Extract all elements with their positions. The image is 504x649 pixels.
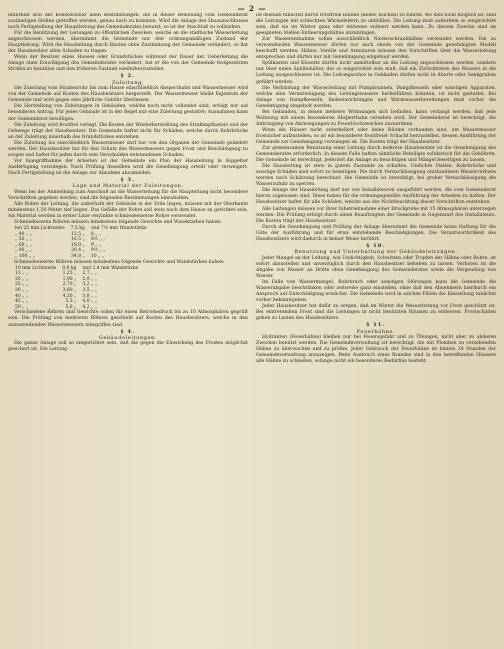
paragraph: Zur Wasserentnahme sollen ausschließlich Niederschraubhähne verwendet werden. Die zu verwendenden Wassermesser dürfen nur nach einem von der Gemeinde genehmigten Modell beschafft werden. Hähne, Ventile und Armaturen müssen den Vorschriften über die Wasserleitung entsprechen und dürfen nur mit Genehmigung eingebaut werden. (256, 37, 496, 61)
paragraph: Schmiedeiserne Röhren müssen mindestens folgende Gewichte und Wandstärken haben: (14, 220, 222, 226)
paragraph: Die Hausleitung ist stets in gutem Zustande zu erhalten. Undichte Stellen, Rohrbrüche und sonstige Schäden sind sofort zu beseitigen. Die durch Vernachlässigung entstandenen Wasserverluste werden nach Schätzung berechnet. Die Gemeinde ist berechtigt, bei grober Vernachlässigung die Wasserzufuhr zu sperren. (256, 164, 496, 188)
paragraph: Die Zuleitung wird frostfrei verlegt. Die Kosten der Wiederherstellung des Straßenpflasters und der Gehwege trägt der Hausbesitzer. Die Gemeinde haftet nicht für Schäden, welche durch Rohrbrüche an der Zuleitung innerhalb des Grundstückes entstehen. (8, 122, 248, 140)
table-cell: 2,7 „ „ (82, 271, 98, 277)
table-cell: 4,0 „ „ (82, 299, 98, 305)
section-heading: Gebäudeleitungen. (98, 334, 158, 341)
table-cell: 10 mm Lichtweite (15, 265, 57, 271)
paragraph: Die ganze Anlage soll so eingerichtet sein, daß die gegen die Einwirkung des Frostes möglichst gesichert ist. Die Leitung (8, 341, 248, 353)
table-cell: 2,9 „ „ (82, 276, 98, 282)
section-number: § 2. (120, 73, 136, 80)
table-cell: 2,70 „ (62, 282, 77, 288)
table-cell: 3,5 „ „ (82, 288, 98, 294)
paragraph: Bei Gebäuden, in denen mehrere Wohnungen sich befinden, kann verlangt werden, daß jede Wohnung mit einem besonderen Absperrhahn versehen wird. Der Gemeinderat ist berechtigt, die Anbringung von Abzweigungen zu Feuerlöschzwecken anzuordnen. (256, 109, 496, 127)
table-cell: 4,2 „ „ (82, 304, 98, 310)
paragraph: Hydranten (Feuerhähne) bleiben nur bei Feuersgefahr und zu Übungen, nicht aber zu anderen Zwecken benützt werden. Die Gemeindeverwaltung ist berechtigt, die mit Plomben zu versehenden Hähne zu überwachen und zu prüfen. Jeder Gebrauch der Feuerhähne ist binnen 24 Stunden der Gemeindeverwaltung anzuzeigen. Beim Ausbruch eines Brandes sind in den betreffenden Häusern alle Hähne zu schließen, solange nicht ein besonderes Bedürfnis besteht. (256, 334, 496, 365)
table-cell: und 2,4 mm Wandstärke (82, 265, 139, 271)
table-cell: 20,4 „ (71, 248, 85, 254)
paragraph: Wenn der Besitzer eines Hauses oder Grundstückes während der Dauer der Ueberleitung die Anlage ohne Einwilligung des Gemeinderates verändert, hat er die von der Gemeinde festgesetzten Strafen zu bezahlen und den früheren Zustand wiederherzustellen. (8, 55, 248, 73)
table-cell: „ 40 „ „ (15, 231, 33, 237)
paragraph: Spülkasten und Klosetts dürfen nicht unmittelbar an die Leitung angeschlossen werden, sondern nur über einen Spülbehälter, der so eingerichtet sein muß, daß ein Zurücktreten des Wassers in die Leitung ausgeschlossen ist. Die Leitungsrohre in Gebäuden dürfen nicht in Aborte oder Senkgruben geführt werden. (256, 61, 496, 85)
page-number: — 2 — (237, 4, 267, 13)
table-cell: 3,60 „ (62, 288, 77, 294)
paragraph: Verschiedene Röhren und Gewichte sollen für einen Betriebsdruck bis zu 10 Atmosphären geprüft sein. Die Prüfung von mehreren Röhren geschieht auf Kosten des Hausbesitzers, welche in den anzuwendenden Wassermessern inbegriffen sind. (8, 310, 248, 328)
table-cell: 40 „ „ (15, 293, 29, 299)
paragraph: Schmiedeeiserne Röhren müssen mindestens folgende Gewichte und Wandstärken haben: (14, 259, 225, 265)
text-columns (8, 13, 496, 642)
paragraph: Jeder Hausbesitzer hat dafür zu sorgen, daß im Winter die Wasserleitung vor Frost geschützt ist. Bei eintretendem Frost sind die Leitungen in nicht benützten Räumen zu entleeren. Frostschäden gehen zu Lasten des Hausbesitzers. (256, 303, 496, 322)
table-cell: 7,5 kg (70, 226, 85, 232)
table-cell: „ 100 „ „ (15, 254, 35, 260)
paragraph: Alle Leitungen müssen vor ihrer Inbetriebnahme einer Druckprobe mit 15 Atmosphären unterzogen werden. Die Prüfung erfolgt durch einen Beauftragten der Gemeinde in Gegenwart des Installateurs. Die Kosten trägt der Hausbesitzer. (256, 206, 496, 224)
table-cell: 30 „ „ (15, 288, 29, 294)
table-cell: 16,5 „ (71, 237, 85, 243)
table-cell: und 7½ mm Wandstärke (90, 226, 147, 232)
table-cell: 1,90 „ (62, 276, 77, 282)
section-number: § 11. (366, 322, 386, 329)
paragraph: Im Falle von Wassermangel, Rohrbruch oder sonstigen Störungen kann die Gemeinde die Wasserabgabe beschränken oder zeitweise ganz einstellen, ohne daß den Abnehmern hierdurch ein Anspruch auf Entschädigung erwächst. Die Gemeinde wird in solchen Fällen die Einstellung tunlichst vorher bekanntgeben. (256, 279, 496, 303)
table-cell: 8½ „ „ (90, 237, 106, 243)
section-heading: Feuerhähne. (356, 328, 396, 335)
table-cell: „ 50 „ „ (15, 237, 33, 243)
paragraph: Die Herstellung von Zuleitungen in Gebäuden, welche noch nicht vollendet sind, erfolgt nur auf besonderen Antrag. Für jedes Gebäude ist in der Regel nur eine Zuleitung gestattet; Ausnahmen kann der Gemeinderat bewilligen. (8, 104, 248, 122)
table-cell: 4,20 „ (62, 293, 77, 299)
table-cell: 45 „ „ (15, 299, 29, 305)
section-heading: Benutzung und Unterhaltung der Gebäudeleitungen. (294, 249, 458, 256)
table-cell: 3,2 „ „ (82, 282, 98, 288)
section-number: § 10. (366, 242, 386, 249)
table-cell: 25 „ „ (15, 282, 29, 288)
paragraph: Durch die Genehmigung und Prüfung der Anlage übernimmt die Gemeinde keine Haftung für die Güte der Ausführung und für etwa entstehende Beschädigungen. Die Verantwortlichkeit des Hausbesitzers wird dadurch in keiner Weise berührt. (256, 224, 496, 242)
paragraph: Für die Benützung der Leitungen zu öffentlichen Zwecken, welche an die städtische Wasserleitung angeschlossen werden, übernimmt die Gemeinde nur den ordnungsmäßigen Zustand der Hauptleitung. Wird die Hausleitung durch Bauten ohne Zustimmung der Gemeinde verändert, so hat der Hausbesitzer allen Schaden zu tragen. (8, 31, 248, 55)
paragraph: Die Zuleitung bis einschließlich Wassermesser darf nur von den Organen der Gemeinde geändert werden. Der Hausbesitzer hat für den Schutz des Wassermessers gegen Frost und Beschädigung zu sorgen und haftet für jeden durch sein Verschulden entstandenen Schaden. (8, 140, 248, 158)
table-cell: 5,6 „ (65, 304, 77, 310)
table-cell: 0,8 kg (62, 265, 77, 271)
paragraph: ist deshalb tunlichst durch frostfreie Räume (Keller, Küchen) zu führen. Wo dies nicht möglich ist, sind die Leitungen mit schlechten Wärmeleitern zu umhüllen. Die Leitung muß außerdem so eingerichtet sein, daß sie im Winter ganz oder teilweise entleert werden kann. Zu diesem Zwecke sind an geeigneten Stellen Entleerungshähne anzubringen. (256, 13, 496, 37)
table-cell: 12,5 „ (71, 231, 85, 237)
left-column (8, 13, 248, 642)
table-cell: 10 „ „ (90, 254, 105, 260)
table-cell: 1,25 „ (62, 271, 77, 277)
table-cell: 8 „ „ (90, 231, 102, 237)
table-cell: 9½ „ „ (90, 248, 106, 254)
paragraph: Vor Inangriffnahme der Arbeiten ist der Gemeinde ein Plan der Hausleitung in doppelter Ausfertigung vorzulegen. Nach Prüfung desselben wird die Genehmigung erteilt oder verweigert. Nach Fertigstellung ist die Anlage zur Abnahme anzumelden. (8, 158, 248, 176)
section-heading: Zuleitung. (111, 79, 145, 86)
table-cell: 5,3 „ (65, 299, 77, 305)
table-cell: 9 „ „ (90, 242, 102, 248)
paragraph: Zur gemeinsamen Benützung einer Leitung durch mehrere Hausbesitzer ist die Genehmigung des Gemeinderates erforderlich. In diesem Falle haften sämtliche Beteiligte solidarisch für die Gebühren. Die Gemeinde ist berechtigt, jederzeit die Anlage zu besichtigen und Mängel beseitigen zu lassen. (256, 146, 496, 164)
table-cell: 19,0 „ (71, 242, 85, 248)
table-cell: 34,8 „ (71, 254, 85, 260)
section-heading: Lage und Material der Zuleitungen. (72, 183, 184, 190)
table-cell: 20 „ „ (15, 276, 29, 282)
table-cell: „ 80 „ „ (15, 248, 33, 254)
paragraph: Wenn bei der Anmeldung zum Anschluß an die Wasserleitung für die Haupteitung nicht besondere Vorschriften gegeben werden, sind die folgenden Bestimmungen einzuhalten. (8, 189, 248, 201)
paragraph: Alle Rohre der Leitung, die außerhalb der Gebäude in der Erde liegen, müssen mit der Oberkante mindestens 1,50 Meter tief liegen. Das Gefälle der Rohre soll stets nach dem Hause zu gerichtet sein. Als Material werden in erster Linie verzinkte schmiedeeiserne Rohre verwendet. (8, 201, 248, 219)
section-number: § 3. (120, 176, 136, 183)
table-cell: 3,8 „ „ (82, 293, 98, 299)
wall-thickness-table (12, 266, 141, 311)
table-cell: 13 „ „ (15, 271, 29, 277)
table-cell: bei 25 mm Lichtweite (15, 226, 65, 232)
paragraph: unterhält sich der Konzessionär allen Bestimmungen, die in dieser Beziehung vom Gemeinderat zuständigen Stellen getroffen werden, genau nach zu kommen. Wird die Anlage des Hausanschlusses nach Fertigstellung der Hauptleitung des Gemeinderates benutzt, so ist der Anschluß zu vollziehen. (8, 13, 248, 31)
paragraph: Die Anlage der Hausleitung darf nur von Installateuren ausgeführt werden, die vom Gemeinderat hierzu zugelassen sind. Diese haben für die ordnungsgemäße Ausführung der Arbeiten zu haften. Der Hausbesitzer haftet für alle Schäden, welche aus der Nichtbeachtung dieser Vorschriften entstehen. (256, 188, 496, 206)
paragraph: Wenn die Häuser nicht unterkellert oder keine Räume vorhanden sind, um Wassermesser frostsicher aufzustellen, so ist ein besonderer frostfreier Schacht herzustellen, dessen Ausführung der Gemeinde zur Genehmigung vorzulegen ist. Die Kosten trägt der Hausbesitzer. (256, 127, 496, 145)
paragraph: Die Verbindung der Wasserleitung mit Pumpbrunnen, Dampfkesseln oder sonstigen Apparaten, welche eine Verunreinigung des Leitungswassers herbeiführen könnten, ist nicht gestattet. Bei Anlage von Dampfkesseln, Badeeinrichtungen und Warmwasserbereitungen muß vorher die Genehmigung eingeholt werden. (256, 85, 496, 109)
table-cell: „ 60 „ „ (15, 242, 33, 248)
paragraph: Die Zuleitung vom Straßenrohr bis zum Hause einschließlich Absperrhahn und Wassermesser wird von der Gemeinde auf Kosten des Hausbesitzers hergestellt. Der Wassermesser bleibt Eigentum der Gemeinde und wird gegen eine jährliche Gebühr überlassen. (8, 86, 248, 104)
table-cell: 50 „ „ (15, 304, 29, 310)
right-column (256, 13, 496, 642)
paragraph: Jeder Mangel an der Leitung, wie Undichtigkeit, Schwitzen oder Tropfen der Hähne oder Rohre, ist sofort abzustellen und unverzüglich durch den Hausbesitzer beheben zu lassen. Verboten ist die Abgabe von Wasser an Dritte ohne Genehmigung des Gemeinderates sowie die Vergeudung von Wasser. (256, 255, 496, 279)
table-row (12, 226, 150, 232)
section-number: § 4. (120, 328, 136, 335)
wall-thickness-table (12, 226, 150, 260)
